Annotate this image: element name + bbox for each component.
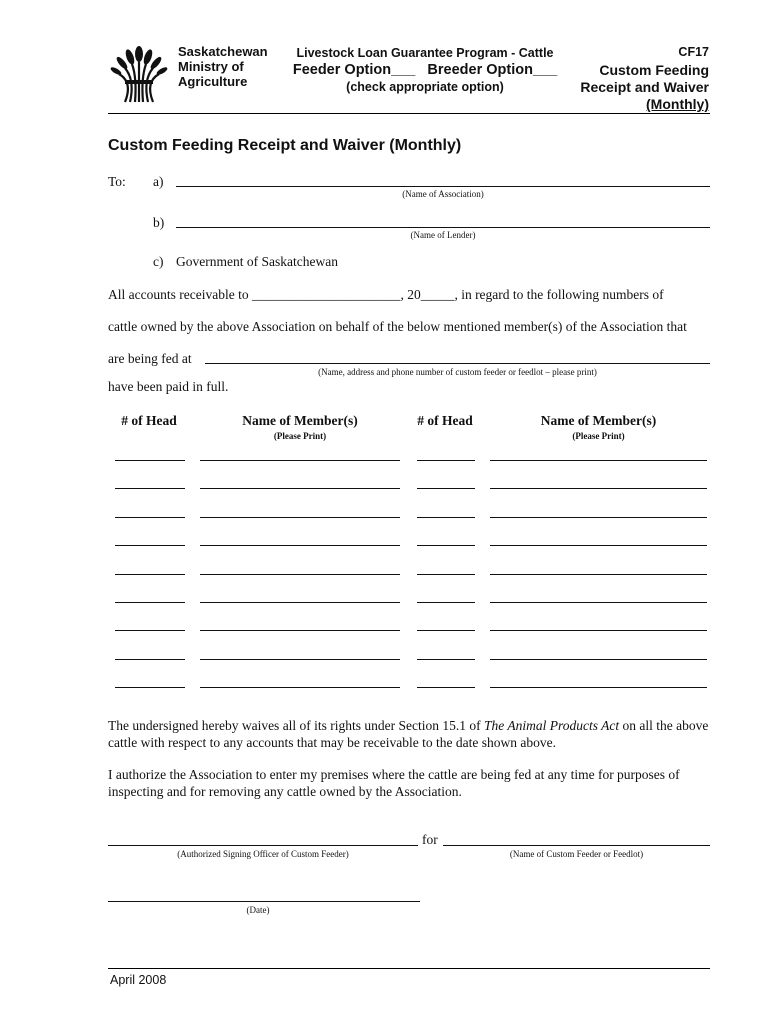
for-label: for — [422, 832, 438, 847]
form-title-line: (Monthly) — [646, 96, 709, 112]
act-name: The Animal Products Act — [484, 718, 620, 733]
signing-officer-field[interactable] — [108, 845, 418, 846]
member-name-header: Name of Member(s) — [242, 413, 358, 428]
member-name-field[interactable] — [200, 517, 400, 518]
authorization-paragraph: I authorize the Association to enter my premises where the cattle are being fed at any time for purposes of inspecting and for removing any cattle owned by the Association. — [108, 767, 680, 799]
member-name-field[interactable] — [200, 687, 400, 688]
recipient-c-label: c) — [153, 254, 164, 269]
fed-at-label: are being fed at — [108, 351, 192, 366]
head-count-field[interactable] — [115, 460, 185, 461]
member-name-field[interactable] — [200, 630, 400, 631]
date-caption: (Date) — [246, 905, 270, 915]
custom-feeder-name-field[interactable] — [443, 845, 710, 846]
member-name-field[interactable] — [200, 574, 400, 575]
to-label: To: — [108, 174, 126, 189]
accounts-line-1[interactable]: All accounts receivable to ______________________, 20_____, in regard to the following numbers of — [108, 287, 664, 302]
footer-divider — [108, 968, 710, 969]
association-caption: (Name of Association) — [402, 189, 484, 199]
recipient-a-label: a) — [153, 174, 164, 189]
member-name-field[interactable] — [490, 517, 707, 518]
member-name-field[interactable] — [490, 460, 707, 461]
association-name-field[interactable] — [176, 186, 710, 187]
custom-feeder-caption: (Name of Custom Feeder or Feedlot) — [509, 849, 644, 859]
please-print-note: (Please Print) — [273, 431, 327, 441]
member-name-field[interactable] — [490, 659, 707, 660]
form-title-line: Custom Feeding — [599, 62, 709, 78]
waiver-paragraph — [108, 717, 713, 751]
member-name-field[interactable] — [200, 659, 400, 660]
head-count-field[interactable] — [417, 545, 475, 546]
head-count-field[interactable] — [115, 687, 185, 688]
feedlot-details-field[interactable] — [205, 363, 710, 364]
head-count-field[interactable] — [115, 602, 185, 603]
member-name-field[interactable] — [490, 602, 707, 603]
accounts-line-2: cattle owned by the above Association on behalf of the below mentioned member(s) of the Association that — [108, 319, 687, 334]
revision-date: April 2008 — [110, 973, 167, 987]
member-name-field[interactable] — [490, 687, 707, 688]
head-count-field[interactable] — [417, 574, 475, 575]
head-count-field[interactable] — [115, 517, 185, 518]
wheat-sheaf-logo-icon — [108, 44, 170, 106]
feedlot-caption: (Name, address and phone number of custom feeder or feedlot – please print) — [318, 367, 597, 377]
member-name-field[interactable] — [200, 545, 400, 546]
head-count-field[interactable] — [417, 517, 475, 518]
head-count-field[interactable] — [115, 574, 185, 575]
head-count-field[interactable] — [417, 460, 475, 461]
option-instruction: (check appropriate option) — [346, 80, 504, 94]
member-name-field[interactable] — [200, 602, 400, 603]
paid-in-full-text: have been paid in full. — [108, 379, 229, 394]
member-name-field[interactable] — [490, 545, 707, 546]
member-name-field[interactable] — [490, 574, 707, 575]
head-count-field[interactable] — [115, 630, 185, 631]
signing-officer-caption: (Authorized Signing Officer of Custom Feeder) — [177, 849, 349, 859]
form-title-line: Receipt and Waiver — [580, 79, 709, 95]
recipient-b-label: b) — [153, 215, 165, 230]
page-title: Custom Feeding Receipt and Waiver (Monthly) — [108, 137, 462, 154]
member-name-header: Name of Member(s) — [540, 413, 657, 428]
head-count-header: # of Head — [121, 413, 177, 428]
ministry-name — [178, 44, 268, 89]
please-print-note: (Please Print) — [572, 431, 625, 441]
lender-name-field[interactable] — [176, 227, 710, 228]
head-count-field[interactable] — [417, 488, 475, 489]
waiver-text: on all the above cattle with respect to any accounts that may be receivable to the date shown above. — [108, 718, 709, 750]
government-name: Government of Saskatchewan — [176, 254, 338, 269]
member-name-field[interactable] — [490, 630, 707, 631]
member-name-field[interactable] — [490, 488, 707, 489]
ministry-line: Ministry of — [178, 59, 244, 74]
member-name-field[interactable] — [200, 460, 400, 461]
option-selector[interactable]: Feeder Option___ Breeder Option___ — [292, 62, 558, 78]
ministry-line: Agriculture — [178, 74, 248, 89]
head-count-field[interactable] — [115, 659, 185, 660]
lender-caption: (Name of Lender) — [410, 230, 476, 240]
head-count-field[interactable] — [115, 488, 185, 489]
head-count-field[interactable] — [417, 630, 475, 631]
header-divider — [108, 113, 710, 114]
head-count-header: # of Head — [417, 413, 473, 428]
form-number: CF17 — [678, 45, 709, 59]
head-count-field[interactable] — [417, 659, 475, 660]
date-field[interactable] — [108, 901, 420, 902]
member-name-field[interactable] — [200, 488, 400, 489]
form-title-block — [580, 62, 709, 113]
head-count-field[interactable] — [115, 545, 185, 546]
ministry-line: Saskatchewan — [178, 44, 268, 59]
program-name: Livestock Loan Guarantee Program - Cattle — [296, 46, 554, 60]
head-count-field[interactable] — [417, 602, 475, 603]
head-count-field[interactable] — [417, 687, 475, 688]
waiver-text: The undersigned hereby waives all of its rights under Section 15.1 of — [108, 718, 485, 733]
